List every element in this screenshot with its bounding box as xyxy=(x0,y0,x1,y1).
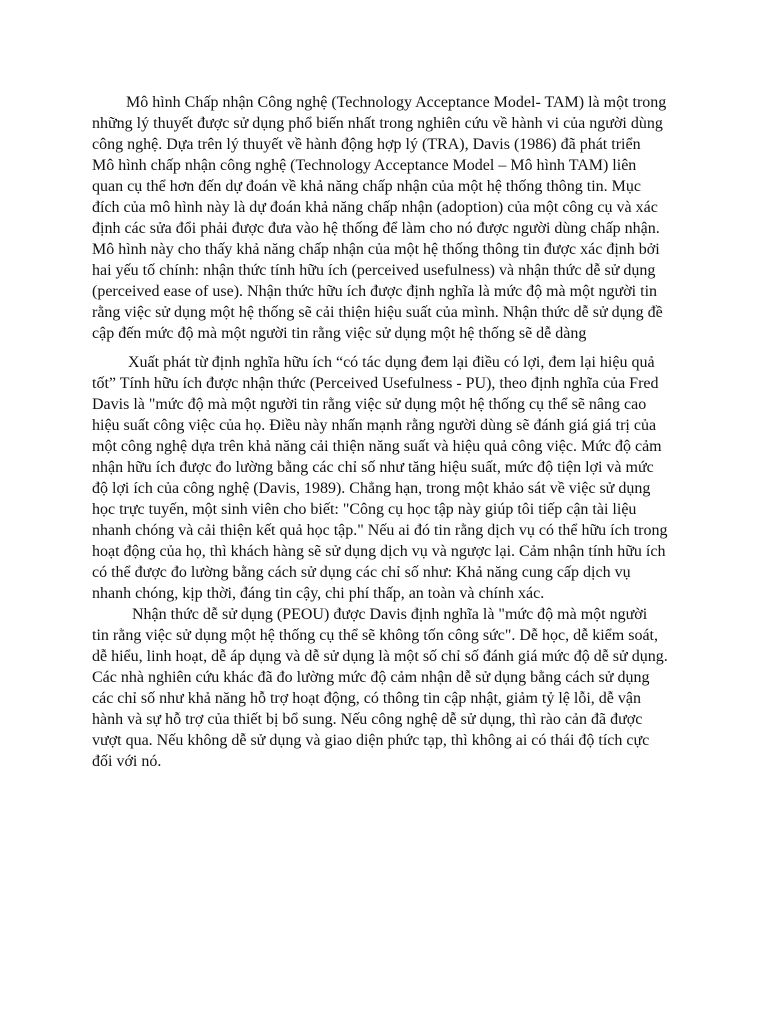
paragraph-line: Mô hình này cho thấy khả năng chấp nhận của một hệ thống thông tin được xác định bởi xyxy=(92,241,660,258)
paragraph-line: Mô hình Chấp nhận Công nghệ (Technology Acceptance Model- TAM) là một trong xyxy=(126,94,667,111)
paragraph-line: vượt qua. Nếu không dễ sử dụng và giao diện phức tạp, thì không ai có thái độ tích cực xyxy=(92,732,650,749)
paragraph-line: một công nghệ dựa trên khả năng cải thiện năng suất và hiệu quả công việc. Mức độ cảm xyxy=(92,438,662,455)
paragraph-line: nhận hữu ích được đo lường bằng các chỉ số như tăng hiệu suất, mức độ tiện lợi và mức xyxy=(92,459,654,476)
paragraph-line: Davis là "mức độ mà một người tin rằng việc sử dụng một hệ thống cụ thể sẽ nâng cao xyxy=(92,396,647,413)
paragraph-line: hai yếu tố chính: nhận thức tính hữu ích (perceived usefulness) và nhận thức dễ sử dụng xyxy=(92,262,656,279)
paragraph-line: công nghệ. Dựa trên lý thuyết về hành động hợp lý (TRA), Davis (1986) đã phát triển xyxy=(92,136,641,153)
paragraph-line: đích của mô hình này là dự đoán khả năng chấp nhận (adoption) của một công cụ và xác xyxy=(92,199,658,216)
paragraph-line: đối với nó. xyxy=(92,753,162,770)
paragraph-line: (perceived ease of use). Nhận thức hữu ích được định nghĩa là mức độ mà một người tin xyxy=(92,283,658,300)
paragraph-line: có thể được đo lường bằng cách sử dụng các chỉ số như: Khả năng cung cấp dịch vụ xyxy=(92,564,631,581)
paragraph-line: học trực tuyến, một sinh viên cho biết: "Công cụ học tập này giúp tôi tiếp cận tài liệu xyxy=(92,501,637,518)
paragraph-line: hoạt động của họ, thì khách hàng sẽ sử dụng dịch vụ và ngược lại. Cảm nhận tính hữu ích xyxy=(92,543,666,560)
paragraph-line: nhanh chóng, kịp thời, đáng tin cậy, chi phí thấp, an toàn và chính xác. xyxy=(92,585,545,602)
paragraph-line: Xuất phát từ định nghĩa hữu ích “có tác dụng đem lại điều có lợi, đem lại hiệu quả xyxy=(128,354,655,371)
paragraph-line: tốt” Tính hữu ích được nhận thức (Perceived Usefulness - PU), theo định nghĩa của Fred xyxy=(92,375,659,392)
paragraph-line: tin rằng việc sử dụng một hệ thống cụ thể sẽ không tốn công sức". Dễ học, dễ kiểm soát, xyxy=(92,627,658,644)
paragraph-line: nhanh chóng và cải thiện kết quả học tập." Nếu ai đó tin rằng dịch vụ có thể hữu ích trong xyxy=(92,522,668,539)
paragraph-line: định các sửa đổi phải được đưa vào hệ thống để làm cho nó được người dùng chấp nhận. xyxy=(92,220,660,237)
paragraph-line: Nhận thức dễ sử dụng (PEOU) được Davis định nghĩa là "mức độ mà một người xyxy=(132,606,648,623)
paragraph-line: hiệu suất công việc của họ. Điều này nhấn mạnh rằng người dùng sẽ đánh giá giá trị của xyxy=(92,417,657,434)
paragraph-line: Mô hình chấp nhận công nghệ (Technology Acceptance Model – Mô hình TAM) liên xyxy=(92,157,637,174)
paragraph-line: độ lợi ích của công nghệ (Davis, 1989). Chẳng hạn, trong một khảo sát về việc sử dụng xyxy=(92,480,651,497)
paragraph-line: các chỉ số như khả năng hỗ trợ hoạt động, có thông tin cập nhật, giảm tỷ lệ lỗi, dễ vận xyxy=(92,690,641,707)
paragraph-line: cập đến mức độ mà một người tin rằng việc sử dụng một hệ thống sẽ dễ dàng xyxy=(92,325,587,342)
paragraph-line: quan cụ thể hơn đến dự đoán về khả năng chấp nhận của một hệ thống thông tin. Mục xyxy=(92,178,641,195)
paragraph-line: rằng việc sử dụng một hệ thống sẽ cải thiện hiệu suất của mình. Nhận thức dễ sử dụng đề xyxy=(92,304,663,321)
paragraph-line: hành và sự hỗ trợ của thiết bị bổ sung. Nếu công nghệ dễ sử dụng, thì rào cản đã được xyxy=(92,711,643,728)
paragraph-line: những lý thuyết được sử dụng phổ biến nhất trong nghiên cứu về hành vi của người dùng xyxy=(92,115,663,132)
paragraph-line: dễ hiểu, linh hoạt, dễ áp dụng và dễ sử dụng là một số chỉ số đánh giá mức độ dễ sử dụng. xyxy=(92,648,668,665)
paragraph-line: Các nhà nghiên cứu khác đã đo lường mức độ cảm nhận dễ sử dụng bằng cách sử dụng xyxy=(92,669,650,686)
